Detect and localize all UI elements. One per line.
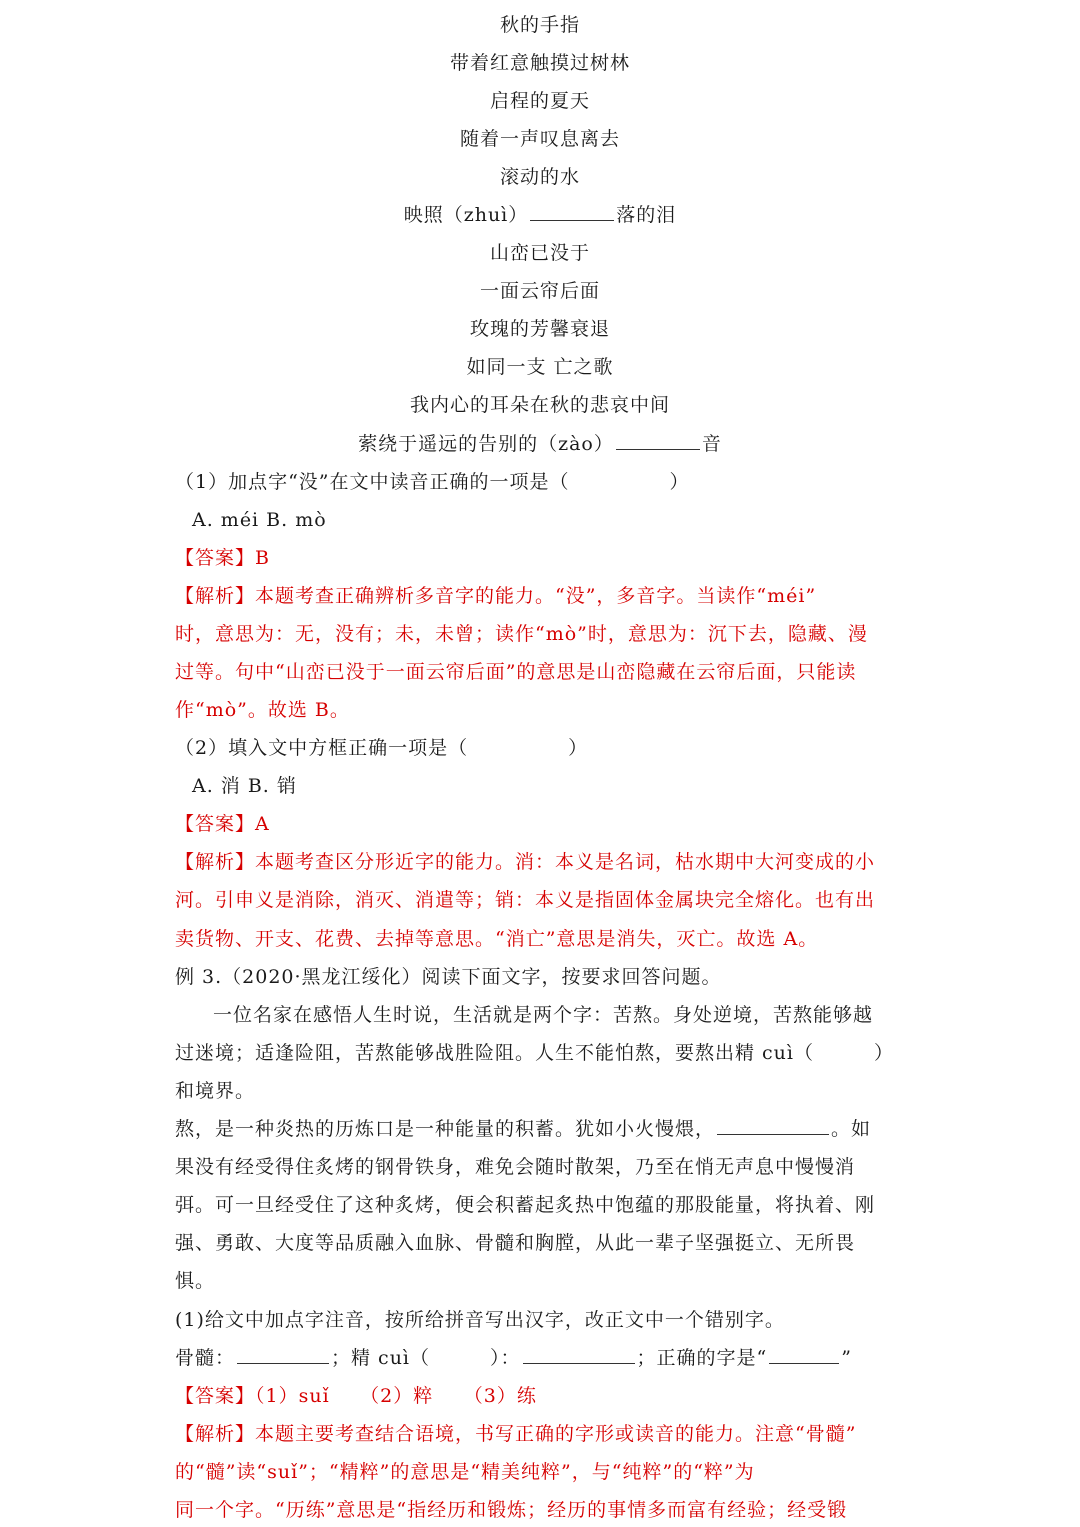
fill-blank (769, 1345, 839, 1364)
poem-text: 萦绕于遥远的告别的（zào） (358, 433, 614, 455)
fill-blank (717, 1116, 829, 1135)
fill-blank (523, 1345, 635, 1364)
poem-line: 启程的夏天 (489, 90, 590, 112)
poem-line: 玫瑰的芳馨衰退 (469, 318, 610, 340)
poem-text: 音 (701, 433, 722, 455)
fill-blank (530, 202, 614, 221)
poem-line: 滚动的水 (499, 166, 580, 188)
poem-line: 如同一支 亡之歌 (466, 356, 614, 378)
poem-text: 落的泪 (616, 204, 677, 226)
poem-line: 随着一声叹息离去 (459, 128, 620, 150)
poem-line: 秋的手指 (499, 14, 580, 36)
poem-line: 山峦已没于 (489, 242, 590, 264)
poem-line: 带着红意触摸过树林 (449, 52, 630, 74)
poem-line: 我内心的耳朵在秋的悲哀中间 (409, 394, 670, 416)
document-page: 秋的手指 带着红意触摸过树林 启程的夏天 随着一声叹息离去 滚动的水 映照（zhuì） 落的泪 山峦已没于 一面云帘后面 玫瑰的芳馨衰退 如同一支 亡之歌 我内心的耳朵在秋的悲哀中间 萦绕于遥远的告别的（zào） 音 （1）加点字“没”在文中读音正确的一项是（ ） A. méi B. mò 【答案】B 【解析】本题考查正确辨析多音字的能力。“没”，多音字。当读作“méi” 时，意思为：无，没有；未，未曾；读作“mò”时，意思为：沉下去，隐藏、漫 过等。句中“山峦已没于一面云帘后面”的意思是山峦隐藏在云帘后面，只能读 作“mò”。故选 B。 （2）填入文中方框正确一项是（ ） A. 消 B. 销 【答案】A 【解析】本题考查区分形近字的能力。消：本义是名词，枯水期中大河变成的小 河。引申义是消除，消灭、消遣等；销：本义是指固体金属块完全熔化。也有出 卖货物、开支、花费、去掉等意思。“消亡”意思是消失，灭亡。故选 A。 例 3.（2020·黑龙江绥化）阅读下面文字，按要求回答问题。 一位名家在感悟人生时说，生活就是两个字：苦熬。身处逆境，苦熬能够越 过迷境；适逢险阻，苦熬能够战胜险阻。人生不能怕熬，要熬出精 cuì（ ） 和境界。 熬，是一种炎热的历炼口是一种能量的积蓄。犹如小火慢煨， 。如 果没有经受得住炙烤的钢骨铁身，难免会随时散架，乃至在悄无声息中慢慢消 弭。可一旦经受住了这种炙烤，便会积蓄起炙热中饱蕴的那股能量，将执着、刚 强、勇敢、大度等品质融入血脉、骨髓和胸膛，从此一辈子坚强挺立、无所畏 惧。 (1)给文中加点字注音，按所给拼音写出汉字，改正文中一个错别字。 骨髓： ；精 cuì（ ）： ；正确的字是“ ” 【答案】（1）suǐ （2）粹 （3）练 【解析】本题主要考查结合语境，书写正确的字形或读音的能力。注意“骨髓” 的“髓”读“suǐ”；“精粹”的意思是“精美纯粹”，与“纯粹”的“粹”为 同一个字。“历练”意思是“指经历和锻炼；经历的事情多而富有经验；经受锻 (0, 0, 1080, 1527)
poem-line-with-blank (0, 431, 1080, 457)
poem-text: 映照（zhuì） (403, 204, 529, 226)
fill-blank (616, 431, 700, 450)
poem-line: 一面云帘后面 (479, 280, 600, 302)
poem-line-with-blank (0, 202, 1080, 228)
fill-blank (237, 1345, 329, 1364)
